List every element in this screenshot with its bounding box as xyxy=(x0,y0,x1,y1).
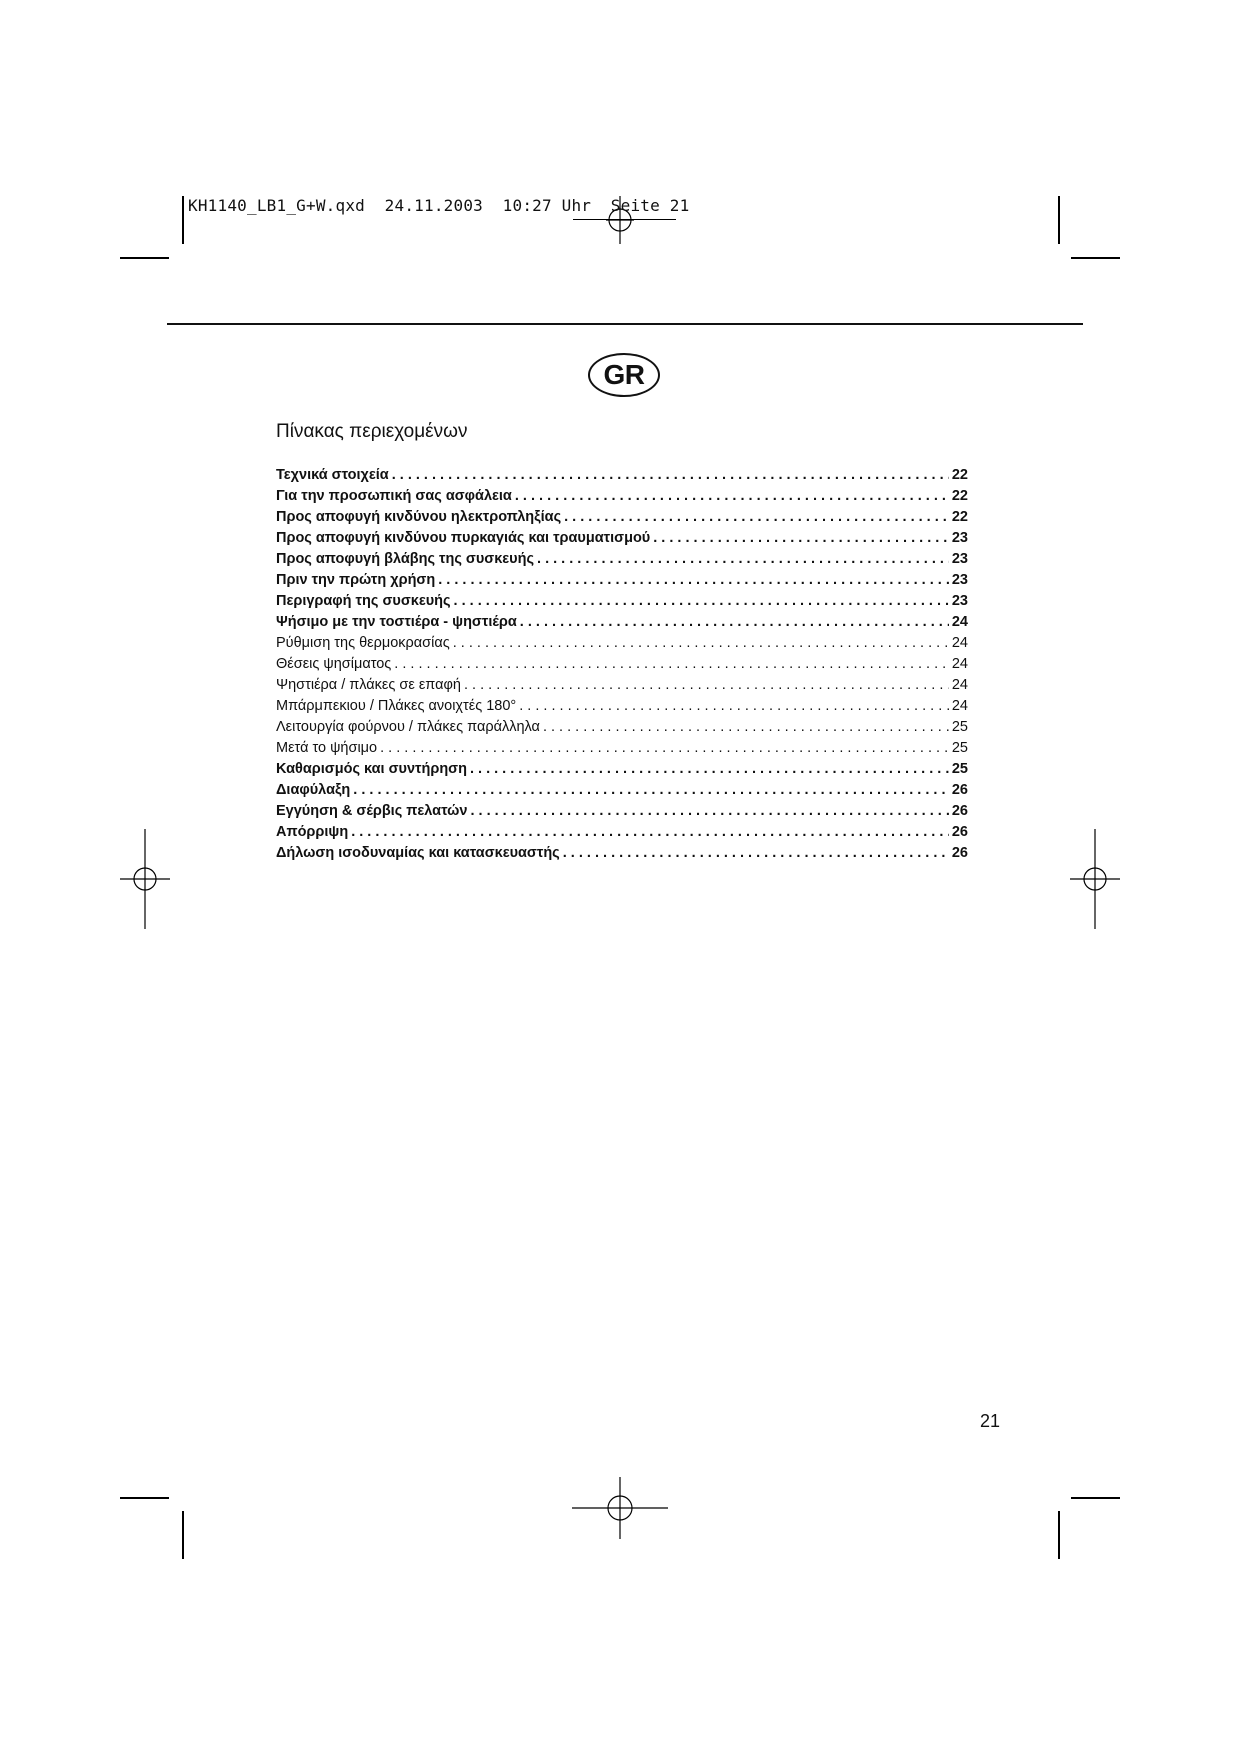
crop-mark-bottom-right-vertical xyxy=(1058,1511,1060,1559)
toc-entry-leader xyxy=(470,801,948,822)
toc-entry-leader xyxy=(515,486,949,507)
toc-entry-label: Ψηστιέρα / πλάκες σε επαφή xyxy=(276,677,461,693)
crop-mark-top-right-horizontal xyxy=(1071,257,1120,259)
toc-entry-leader xyxy=(653,528,949,549)
toc-entry xyxy=(276,465,968,486)
toc-entry-label: Απόρριψη xyxy=(276,824,349,840)
toc-entry-page: 25 xyxy=(951,719,968,735)
toc-entry-label: Ρύθμιση της θερμοκρασίας xyxy=(276,635,450,651)
toc-entry-page: 26 xyxy=(951,803,968,819)
crop-mark-top-right-vertical xyxy=(1058,196,1060,244)
language-badge-text: GR xyxy=(603,359,645,390)
toc-entry-leader xyxy=(543,717,949,738)
toc-entry-label: Τεχνικά στοιχεία xyxy=(276,467,389,483)
toc-entry-leader xyxy=(563,843,949,864)
toc-entry-page: 26 xyxy=(951,845,968,861)
registration-mark-bottom-icon xyxy=(572,1477,668,1539)
toc-entry-label: Προς αποφυγή κινδύνου πυρκαγιάς και τραυματισμού xyxy=(276,530,651,546)
toc-title: Πίνακας περιεχομένων xyxy=(276,421,468,442)
toc-entry-label: Περιγραφή της συσκευής xyxy=(276,593,451,609)
toc-entry-label: Ψήσιμο με την τοστιέρα - ψηστιέρα xyxy=(276,614,517,630)
toc-entry-page: 24 xyxy=(951,614,968,630)
toc-entry-page: 22 xyxy=(951,509,968,525)
toc-entry xyxy=(276,486,968,507)
toc-entry xyxy=(276,591,968,612)
crop-mark-top-left-horizontal xyxy=(120,257,169,259)
toc-entry xyxy=(276,612,968,633)
toc-entry-leader xyxy=(438,570,949,591)
toc-entry-label: Θέσεις ψησίματος xyxy=(276,656,392,672)
toc-entry-label: Πριν την πρώτη χρήση xyxy=(276,572,436,588)
toc-entry xyxy=(276,717,968,738)
toc-entry-label: Εγγύηση & σέρβις πελατών xyxy=(276,803,468,819)
toc-entry xyxy=(276,822,968,843)
toc-entry-leader xyxy=(394,654,949,675)
toc-entry xyxy=(276,654,968,675)
toc-entry-page: 24 xyxy=(951,677,968,693)
toc-entry xyxy=(276,759,968,780)
toc-entry-page: 23 xyxy=(951,572,968,588)
toc-entry-leader xyxy=(392,465,949,486)
toc-entry-leader xyxy=(454,591,949,612)
toc-entry-label: Για την προσωπική σας ασφάλεια xyxy=(276,488,512,504)
toc-entry-label: Λειτουργία φούρνου / πλάκες παράλληλα xyxy=(276,719,540,735)
toc-entry-label: Διαφύλαξη xyxy=(276,782,351,798)
toc-entry-page: 23 xyxy=(951,530,968,546)
toc-entry-leader xyxy=(537,549,949,570)
toc-entry-page: 26 xyxy=(951,782,968,798)
toc-entry-page: 23 xyxy=(951,593,968,609)
toc-entry-leader xyxy=(520,612,949,633)
toc-entry-label: Προς αποφυγή βλάβης της συσκευής xyxy=(276,551,535,567)
toc-list xyxy=(276,465,968,864)
toc-entry xyxy=(276,570,968,591)
language-badge xyxy=(588,353,660,397)
toc-entry xyxy=(276,675,968,696)
toc-entry-page: 25 xyxy=(951,761,968,777)
toc-entry xyxy=(276,843,968,864)
toc-entry-leader xyxy=(380,738,949,759)
toc-entry-label: Μετά το ψήσιμο xyxy=(276,740,378,756)
toc-entry xyxy=(276,738,968,759)
toc-entry-label: Καθαρισμός και συντήρηση xyxy=(276,761,467,777)
toc-entry xyxy=(276,549,968,570)
crop-mark-bottom-right-horizontal xyxy=(1071,1497,1120,1499)
toc-entry-page: 24 xyxy=(951,698,968,714)
toc-entry-page: 23 xyxy=(951,551,968,567)
toc-entry-leader xyxy=(353,780,949,801)
toc-entry xyxy=(276,507,968,528)
printer-slug: KH1140_LB1_G+W.qxd 24.11.2003 10:27 Uhr Seite 21 xyxy=(188,196,690,215)
toc-entry-page: 24 xyxy=(951,656,968,672)
toc-entry-page: 26 xyxy=(951,824,968,840)
crop-mark-top-left-vertical xyxy=(182,196,184,244)
toc-entry-leader xyxy=(464,675,949,696)
crop-mark-bottom-left-horizontal xyxy=(120,1497,169,1499)
toc-entry-leader xyxy=(470,759,949,780)
registration-mark-right-icon xyxy=(1070,829,1120,929)
toc-entry-page: 22 xyxy=(951,488,968,504)
crop-mark-bottom-left-vertical xyxy=(182,1511,184,1559)
toc-entry xyxy=(276,696,968,717)
toc-entry-label: Μπάρμπεκιου / Πλάκες ανοιχτές 180° xyxy=(276,698,517,714)
toc-entry-leader xyxy=(351,822,949,843)
toc-entry-page: 22 xyxy=(951,467,968,483)
toc-entry xyxy=(276,633,968,654)
toc-entry-leader xyxy=(519,696,949,717)
toc-entry xyxy=(276,801,968,822)
toc-entry-leader xyxy=(564,507,949,528)
toc-entry-page: 25 xyxy=(951,740,968,756)
toc-entry xyxy=(276,528,968,549)
toc-entry-label: Προς αποφυγή κινδύνου ηλεκτροπληξίας xyxy=(276,509,562,525)
registration-mark-left-icon xyxy=(120,829,170,929)
page-number: 21 xyxy=(980,1411,1001,1431)
toc-entry-page: 24 xyxy=(951,635,968,651)
toc-entry xyxy=(276,780,968,801)
toc-entry-label: Δήλωση ισοδυναμίας και κατασκευαστής xyxy=(276,845,560,861)
slug-underline xyxy=(573,219,676,220)
toc-entry-leader xyxy=(453,633,949,654)
header-rule xyxy=(167,323,1083,325)
